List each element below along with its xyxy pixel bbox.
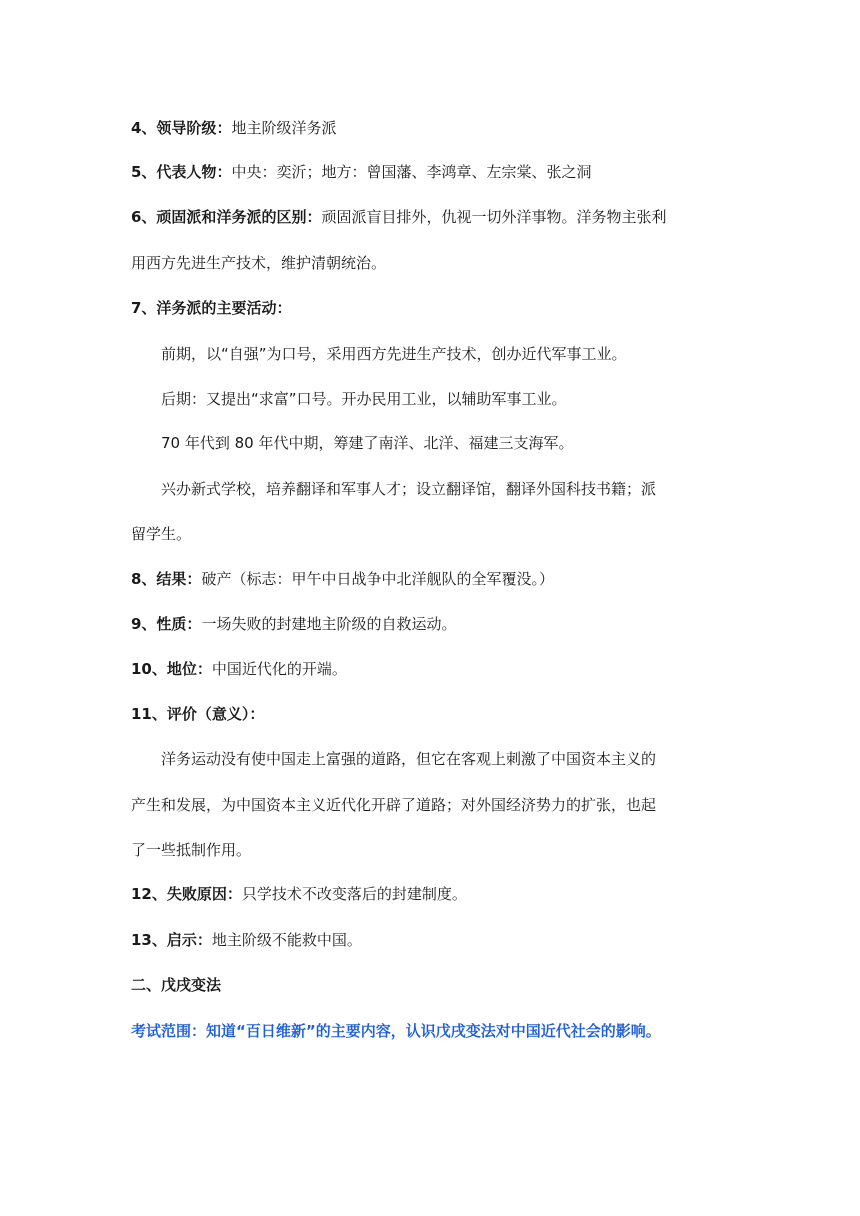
item-label: 13、启示： xyxy=(131,931,212,949)
item-label: 8、结果： xyxy=(131,570,202,588)
activity-late: 后期：又提出“求富”口号。开办民用工业，以辅助军事工业。 xyxy=(161,390,567,408)
item-nature xyxy=(131,614,741,634)
activity-schools-cont: 留学生。 xyxy=(131,525,192,543)
item-text: 用西方先进生产技术，维护清朝统治。 xyxy=(131,254,387,272)
item-label: 10、地位： xyxy=(131,660,212,678)
item-label: 12、失败原因： xyxy=(131,885,242,903)
item-label: 9、性质： xyxy=(131,615,202,633)
activity-schools: 兴办新式学校，培养翻译和军事人才；设立翻译馆，翻译外国科技书籍；派 xyxy=(161,480,657,498)
activity-navy: 70 年代到 80 年代中期，筹建了南洋、北洋、福建三支海军。 xyxy=(161,434,574,452)
item-evaluation xyxy=(131,704,741,724)
evaluation-line-1: 洋务运动没有使中国走上富强的道路，但它在客观上刺激了中国资本主义的 xyxy=(161,750,657,768)
item-label: 7、洋务派的主要活动： xyxy=(131,299,292,317)
section-heading: 二、戊戌变法 xyxy=(131,976,222,994)
item-text: 地主阶级不能救中国。 xyxy=(211,931,362,949)
item-text: 顽固派盲目排外，仇视一切外洋事物。洋务物主张利 xyxy=(321,208,667,226)
item-label: 6、顽固派和洋务派的区别： xyxy=(131,208,322,226)
item-faction-difference xyxy=(131,207,741,227)
evaluation-line-2: 产生和发展，为中国资本主义近代化开辟了道路；对外国经济势力的扩张，也起 xyxy=(131,796,657,814)
item-label: 11、评价（意义）： xyxy=(131,705,265,723)
evaluation-line-3: 了一些抵制作用。 xyxy=(131,841,252,859)
item-result xyxy=(131,569,741,589)
activity-early: 前期，以“自强”为口号，采用西方先进生产技术，创办近代军事工业。 xyxy=(161,345,627,363)
item-label: 5、代表人物： xyxy=(131,163,232,181)
item-label: 4、领导阶级： xyxy=(131,119,232,137)
item-leading-class xyxy=(131,118,741,138)
item-text: 只学技术不改变落后的封建制度。 xyxy=(241,885,467,903)
item-text: 中央：奕沂；地方：曾国藩、李鸿章、左宗棠、张之洞 xyxy=(231,163,592,181)
item-lesson xyxy=(131,930,741,950)
item-text: 中国近代化的开端。 xyxy=(211,660,347,678)
item-text: 破产（标志：甲午中日战争中北洋舰队的全军覆没。） xyxy=(201,570,554,588)
item-failure-reason xyxy=(131,884,741,904)
item-status xyxy=(131,659,741,679)
item-faction-difference-cont xyxy=(131,253,741,273)
item-main-activities xyxy=(131,298,741,318)
item-text: 一场失败的封建地主阶级的自救运动。 xyxy=(201,615,457,633)
item-text: 地主阶级洋务派 xyxy=(231,119,337,137)
item-representatives xyxy=(131,162,741,182)
exam-scope-note: 考试范围：知道“百日维新”的主要内容，认识戊戌变法对中国近代社会的影响。 xyxy=(131,1022,661,1040)
